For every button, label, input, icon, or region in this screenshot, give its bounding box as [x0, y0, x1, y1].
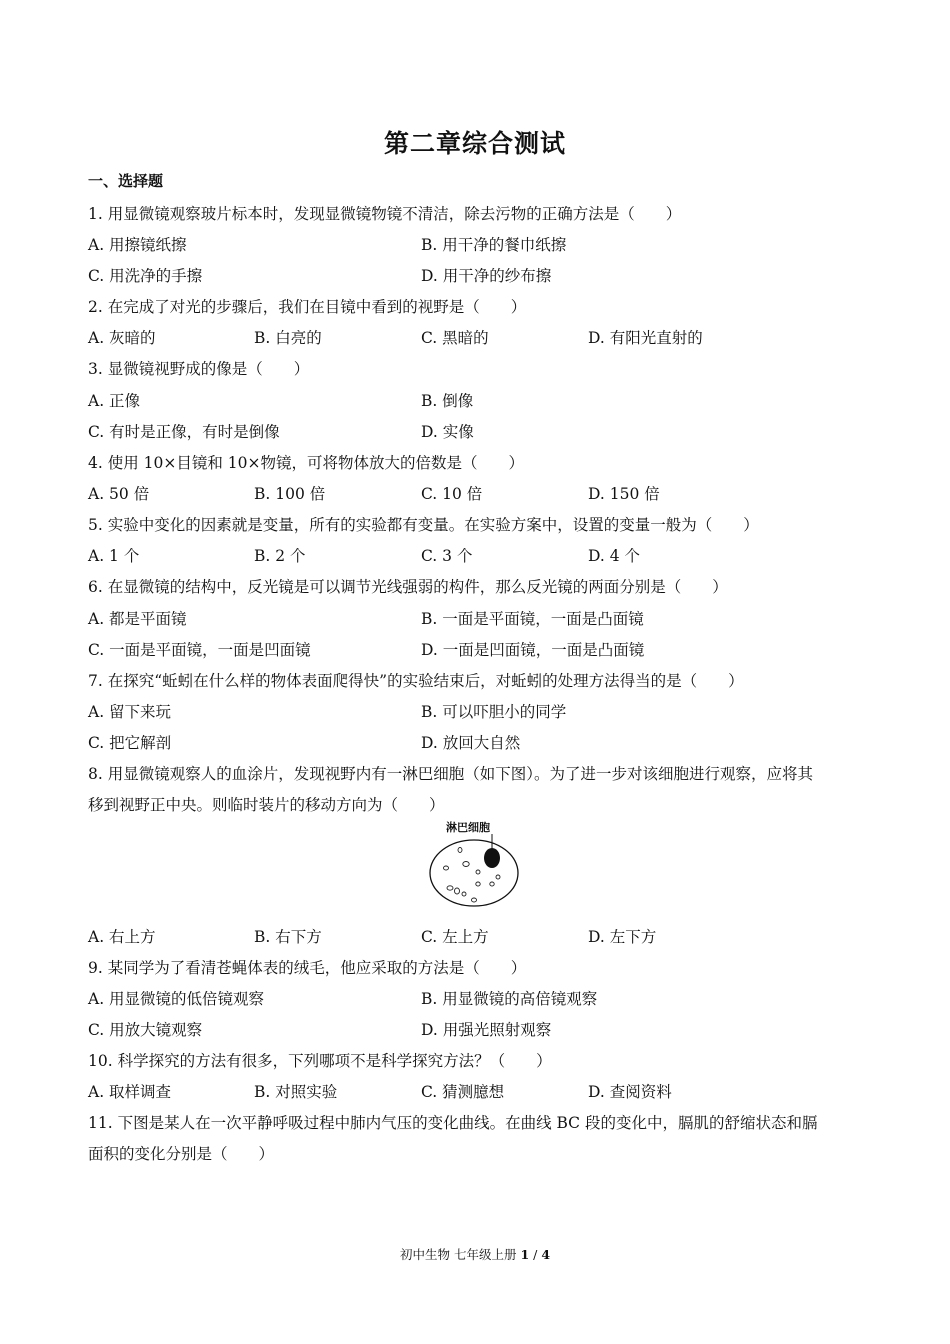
question-10-stem: 10. 科学探究的方法有很多，下列哪项不是科学探究方法？（ ）: [88, 1052, 552, 1070]
question-9-option-b: B. 用显微镜的高倍镜观察: [421, 990, 598, 1008]
question-4-option-c: C. 10 倍: [421, 485, 483, 503]
question-6-option-b: B. 一面是平面镜，一面是凸面镜: [421, 610, 644, 628]
question-1-option-a: A. 用擦镜纸擦: [88, 236, 187, 254]
footer-page-number: 1: [520, 1247, 530, 1262]
question-8-stem-continued: 移到视野正中央。则临时装片的移动方向为（ ）: [88, 796, 445, 814]
question-5-option-d: D. 4 个: [588, 547, 641, 565]
blood-cell: [444, 866, 449, 870]
question-3-option-c: C. 有时是正像，有时是倒像: [88, 423, 280, 441]
page-footer: [0, 1245, 950, 1263]
blood-cell: [490, 882, 494, 886]
question-7-stem: 7. 在探究“蚯蚓在什么样的物体表面爬得快”的实验结束后，对蚯蚓的处理方法得当的是（ ）: [88, 672, 744, 690]
question-9-stem: 9. 某同学为了看清苍蝇体表的绒毛，他应采取的方法是（ ）: [88, 959, 527, 977]
blood-cell: [455, 888, 460, 894]
question-3-option-b: B. 倒像: [421, 392, 474, 410]
blood-cell: [476, 870, 480, 874]
blood-cell: [472, 898, 477, 902]
footer-total-pages: 4: [541, 1247, 551, 1262]
question-11-stem-continued: 面积的变化分别是（ ）: [88, 1145, 275, 1163]
blood-cell: [458, 848, 462, 853]
field-of-view-circle: [430, 840, 518, 906]
question-5-option-b: B. 2 个: [254, 547, 306, 565]
question-4-option-a: A. 50 倍: [88, 485, 150, 503]
question-9-option-a: A. 用显微镜的低倍镜观察: [88, 990, 265, 1008]
question-10-option-c: C. 猜测臆想: [421, 1083, 505, 1101]
lymphocyte-cell: [484, 848, 500, 868]
question-4-option-d: D. 150 倍: [588, 485, 660, 503]
question-8-stem: 8. 用显微镜观察人的血涂片，发现视野内有一淋巴细胞（如下图）。为了进一步对该细胞进行观察，应将其: [88, 765, 813, 783]
question-10-option-b: B. 对照实验: [254, 1083, 338, 1101]
question-5-option-c: C. 3 个: [421, 547, 473, 565]
question-8-option-c: C. 左上方: [421, 928, 489, 946]
question-6-option-d: D. 一面是凹面镜，一面是凸面镜: [421, 641, 645, 659]
question-7-option-a: A. 留下来玩: [88, 703, 172, 721]
blood-cell: [496, 875, 500, 879]
question-5-stem: 5. 实验中变化的因素就是变量，所有的实验都有变量。在实验方案中，设置的变量一般为（ ）: [88, 516, 759, 534]
question-1-option-b: B. 用干净的餐巾纸擦: [421, 236, 567, 254]
question-1-option-d: D. 用干净的纱布擦: [421, 267, 552, 285]
question-3-stem: 3. 显微镜视野成的像是（ ）: [88, 360, 310, 378]
question-4-option-b: B. 100 倍: [254, 485, 326, 503]
question-10-option-d: D. 查阅资料: [588, 1083, 672, 1101]
question-7-option-c: C. 把它解剖: [88, 734, 172, 752]
question-2-option-b: B. 白亮的: [254, 329, 322, 347]
question-2-option-a: A. 灰暗的: [88, 329, 156, 347]
lymphocyte-figure: [428, 818, 524, 910]
question-2-option-c: C. 黑暗的: [421, 329, 489, 347]
question-1-stem: 1. 用显微镜观察玻片标本时，发现显微镜物镜不清洁，除去污物的正确方法是（ ）: [88, 205, 682, 223]
question-9-option-c: C. 用放大镜观察: [88, 1021, 203, 1039]
question-4-stem: 4. 使用 10×目镜和 10×物镜，可将物体放大的倍数是（ ）: [88, 454, 524, 472]
blood-cell: [463, 862, 469, 867]
blood-cell: [447, 886, 453, 890]
page-title: 第二章综合测试: [383, 129, 566, 158]
question-11-stem: 11. 下图是某人在一次平静呼吸过程中肺内气压的变化曲线。在曲线 BC 段的变化中，膈肌的舒缩状态和膈: [88, 1114, 818, 1132]
question-6-stem: 6. 在显微镜的结构中，反光镜是可以调节光线强弱的构件，那么反光镜的两面分别是（ ）: [88, 578, 728, 596]
question-10-option-a: A. 取样调查: [88, 1083, 172, 1101]
question-1-option-c: C. 用洗净的手擦: [88, 267, 203, 285]
question-9-option-d: D. 用强光照射观察: [421, 1021, 552, 1039]
question-2-option-d: D. 有阳光直射的: [588, 329, 703, 347]
question-7-option-d: D. 放回大自然: [421, 734, 521, 752]
question-3-option-d: D. 实像: [421, 423, 474, 441]
section-heading: 一、选择题: [88, 172, 164, 190]
blood-cell: [462, 892, 466, 896]
footer-separator: /: [533, 1247, 538, 1262]
question-3-option-a: A. 正像: [88, 392, 141, 410]
question-6-option-c: C. 一面是平面镜，一面是凹面镜: [88, 641, 311, 659]
figure-label: 淋巴细胞: [446, 821, 490, 834]
blood-cell: [476, 882, 480, 886]
question-2-stem: 2. 在完成了对光的步骤后，我们在目镜中看到的视野是（ ）: [88, 298, 527, 316]
question-5-option-a: A. 1 个: [88, 547, 140, 565]
question-6-option-a: A. 都是平面镜: [88, 610, 187, 628]
footer-subject: 初中生物 七年级上册: [399, 1247, 517, 1262]
question-8-option-a: A. 右上方: [88, 928, 156, 946]
question-8-option-b: B. 右下方: [254, 928, 322, 946]
question-8-option-d: D. 左下方: [588, 928, 657, 946]
question-7-option-b: B. 可以吓胆小的同学: [421, 703, 567, 721]
